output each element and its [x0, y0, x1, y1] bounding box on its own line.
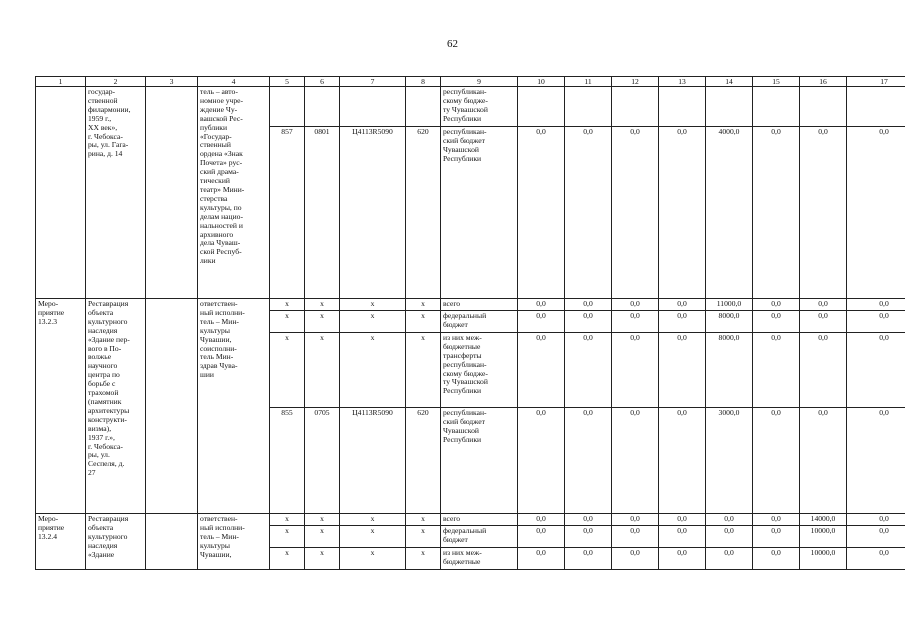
column-number: 14 [706, 77, 753, 87]
section-cell [305, 87, 340, 127]
grbs-cell: x [270, 332, 305, 407]
value-cell: 11000,0 [706, 299, 753, 311]
column-number: 12 [612, 77, 659, 87]
value-cell: 0,0 [612, 525, 659, 547]
column-number: 5 [270, 77, 305, 87]
value-cell: 0,0 [753, 407, 800, 513]
empty-cell [146, 299, 198, 514]
value-cell: 0,0 [659, 332, 706, 407]
page-number: 62 [447, 38, 458, 50]
value-cell: 0,0 [847, 332, 905, 407]
value-cell: 0,0 [659, 525, 706, 547]
target-article-cell: x [340, 547, 406, 569]
value-cell: 0,0 [612, 310, 659, 332]
grbs-cell: x [270, 513, 305, 525]
value-cell: 0,0 [847, 525, 905, 547]
value-cell: 0,0 [612, 299, 659, 311]
value-cell: 8000,0 [706, 310, 753, 332]
target-article-cell: x [340, 310, 406, 332]
value-cell: 0,0 [753, 525, 800, 547]
value-cell: 0,0 [518, 407, 565, 513]
table-row [36, 299, 905, 311]
value-cell [612, 87, 659, 127]
column-number: 11 [565, 77, 612, 87]
value-cell: 0,0 [847, 407, 905, 513]
funding-source-cell: федеральный бюджет [441, 525, 518, 547]
column-number: 8 [406, 77, 441, 87]
empty-cell [146, 513, 198, 569]
value-cell: 0,0 [800, 299, 847, 311]
executor-cell: ответствен- ный исполни- тель – Мин- культуры Чувашии, соисполни- тель Мин- здрав Чува- шии [198, 299, 270, 514]
section-cell: x [305, 547, 340, 569]
section-cell: x [305, 332, 340, 407]
value-cell: 0,0 [518, 332, 565, 407]
column-number: 10 [518, 77, 565, 87]
value-cell: 10000,0 [800, 547, 847, 569]
value-cell: 0,0 [565, 299, 612, 311]
column-number: 6 [305, 77, 340, 87]
value-cell: 0,0 [518, 547, 565, 569]
value-cell: 0,0 [847, 547, 905, 569]
value-cell: 0,0 [659, 513, 706, 525]
funding-source-cell: всего [441, 513, 518, 525]
section-cell: x [305, 299, 340, 311]
value-cell: 0,0 [612, 127, 659, 299]
column-number: 3 [146, 77, 198, 87]
value-cell: 0,0 [800, 127, 847, 299]
measure-label-cell: Меро- приятие 13.2.4 [36, 513, 86, 569]
expense-type-cell: 620 [406, 407, 441, 513]
value-cell: 0,0 [706, 513, 753, 525]
target-article-cell: Ц4113R5090 [340, 407, 406, 513]
funding-source-cell: всего [441, 299, 518, 311]
expense-type-cell: x [406, 310, 441, 332]
value-cell: 0,0 [518, 525, 565, 547]
grbs-cell [270, 87, 305, 127]
funding-source-cell: из них меж- бюджетные [441, 547, 518, 569]
value-cell: 0,0 [753, 547, 800, 569]
measure-name-cell: Реставрация объекта культурного наследия «Здание [86, 513, 146, 569]
expense-type-cell: 620 [406, 127, 441, 299]
funding-source-cell: республикан- ский бюджет Чувашской Республики [441, 127, 518, 299]
value-cell: 14000,0 [800, 513, 847, 525]
section-cell: 0801 [305, 127, 340, 299]
header-row [36, 77, 905, 87]
target-article-cell: x [340, 332, 406, 407]
value-cell: 0,0 [565, 525, 612, 547]
executor-cell: ответствен- ный исполни- тель – Мин- культуры Чувашии, [198, 513, 270, 569]
column-number: 4 [198, 77, 270, 87]
value-cell: 0,0 [800, 407, 847, 513]
funding-source-cell: федеральный бюджет [441, 310, 518, 332]
expense-type-cell: x [406, 332, 441, 407]
value-cell [706, 87, 753, 127]
table-row [36, 513, 905, 525]
value-cell: 0,0 [565, 127, 612, 299]
value-cell: 8000,0 [706, 332, 753, 407]
value-cell [518, 87, 565, 127]
column-number: 2 [86, 77, 146, 87]
value-cell: 0,0 [565, 547, 612, 569]
value-cell: 0,0 [847, 127, 905, 299]
value-cell: 0,0 [800, 310, 847, 332]
target-article-cell: Ц4113R5090 [340, 127, 406, 299]
value-cell: 0,0 [518, 299, 565, 311]
column-number: 17 [847, 77, 905, 87]
value-cell: 4000,0 [706, 127, 753, 299]
value-cell [847, 87, 905, 127]
expense-type-cell: x [406, 525, 441, 547]
funding-source-cell: из них меж- бюджетные трансферты республикан- скому бюдже- ту Чувашской Республики [441, 332, 518, 407]
value-cell: 0,0 [847, 299, 905, 311]
section-cell: x [305, 310, 340, 332]
value-cell: 0,0 [565, 332, 612, 407]
grbs-cell: x [270, 525, 305, 547]
value-cell: 0,0 [518, 513, 565, 525]
grbs-cell: x [270, 310, 305, 332]
column-number: 13 [659, 77, 706, 87]
expense-type-cell: x [406, 547, 441, 569]
expense-type-cell [406, 87, 441, 127]
column-number: 16 [800, 77, 847, 87]
value-cell: 0,0 [847, 310, 905, 332]
value-cell: 0,0 [753, 299, 800, 311]
funding-source-cell: республикан- ский бюджет Чувашской Республики [441, 407, 518, 513]
value-cell: 0,0 [612, 407, 659, 513]
funding-source-cell: республикан- скому бюдже- ту Чувашской Республики [441, 87, 518, 127]
grbs-cell: 857 [270, 127, 305, 299]
value-cell: 0,0 [565, 513, 612, 525]
value-cell [800, 87, 847, 127]
value-cell [753, 87, 800, 127]
grbs-cell: x [270, 299, 305, 311]
value-cell: 0,0 [753, 127, 800, 299]
target-article-cell: x [340, 513, 406, 525]
empty-cell [146, 87, 198, 299]
measure-name-cell: Реставрация объекта культурного наследия «Здание пер- вого в По- волжье научного центра по борьбе с трахомой (памятник архитектуры конструкти- визма), 1937 г.», г. Чебокса- ры, ул. Сеспеля, д. 27 [86, 299, 146, 514]
value-cell: 0,0 [612, 547, 659, 569]
value-cell [659, 87, 706, 127]
column-number: 1 [36, 77, 86, 87]
value-cell: 0,0 [518, 127, 565, 299]
value-cell: 0,0 [518, 310, 565, 332]
value-cell: 0,0 [847, 513, 905, 525]
value-cell: 0,0 [753, 310, 800, 332]
value-cell: 0,0 [659, 127, 706, 299]
value-cell: 0,0 [612, 332, 659, 407]
table-row [36, 87, 905, 127]
value-cell: 0,0 [565, 310, 612, 332]
value-cell: 0,0 [565, 407, 612, 513]
column-number: 7 [340, 77, 406, 87]
value-cell: 0,0 [706, 525, 753, 547]
target-article-cell [340, 87, 406, 127]
section-cell: 0705 [305, 407, 340, 513]
section-cell: x [305, 525, 340, 547]
expense-type-cell: x [406, 299, 441, 311]
target-article-cell: x [340, 299, 406, 311]
column-number: 15 [753, 77, 800, 87]
value-cell: 0,0 [659, 299, 706, 311]
program-table [35, 76, 905, 570]
column-number: 9 [441, 77, 518, 87]
grbs-cell: 855 [270, 407, 305, 513]
value-cell: 0,0 [706, 547, 753, 569]
value-cell: 0,0 [659, 547, 706, 569]
target-article-cell: x [340, 525, 406, 547]
section-cell: x [305, 513, 340, 525]
measure-name-cell: государ- ственной филармонии, 1959 г., XX век», г. Чебокса- ры, ул. Гага- рина, д. 14 [86, 87, 146, 299]
value-cell [565, 87, 612, 127]
value-cell: 0,0 [612, 513, 659, 525]
value-cell: 3000,0 [706, 407, 753, 513]
value-cell: 10000,0 [800, 525, 847, 547]
grbs-cell: x [270, 547, 305, 569]
measure-label-cell [36, 87, 86, 299]
measure-label-cell: Меро- приятие 13.2.3 [36, 299, 86, 514]
executor-cell: тель – авто- номное учре- ждение Чу- вашской Рес- публики «Государ- ственный ордена «Знак Почета» рус- ский драма- тический театр» Мини- стерства культуры, по делам нацио- нальностей и архивного дела Чуваш- ской Респуб- лики [198, 87, 270, 299]
value-cell: 0,0 [659, 407, 706, 513]
value-cell: 0,0 [800, 332, 847, 407]
value-cell: 0,0 [753, 513, 800, 525]
value-cell: 0,0 [753, 332, 800, 407]
expense-type-cell: x [406, 513, 441, 525]
value-cell: 0,0 [659, 310, 706, 332]
